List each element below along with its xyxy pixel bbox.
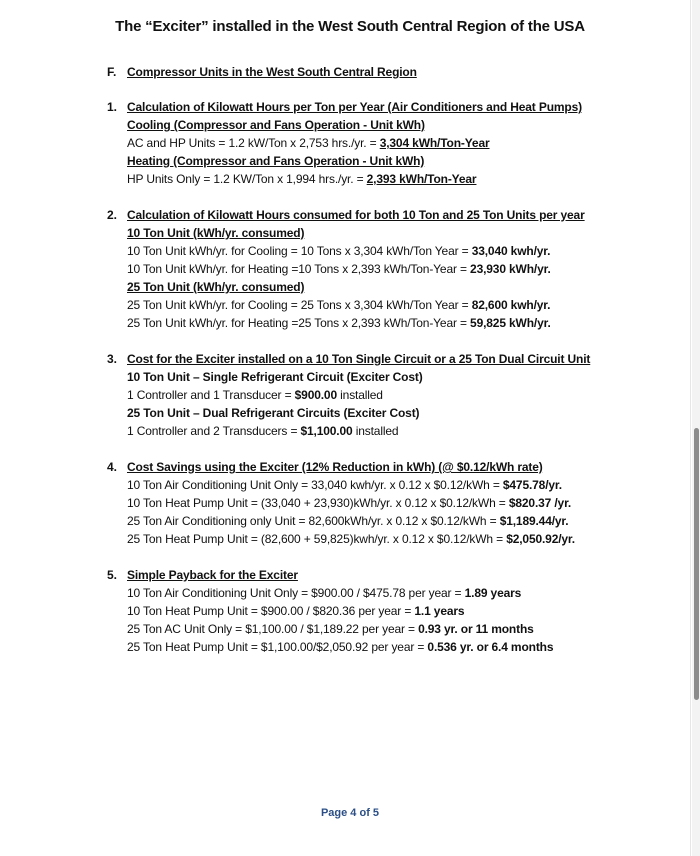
payback-calc-2: 10 Ton Heat Pump Unit = $900.00 / $820.36 per year = [127,604,415,618]
ten-ton-heating-value: 23,930 kWh/yr. [470,262,551,276]
cooling-calc-line [127,136,490,150]
heating-result: 2,393 kWh/Ton-Year [366,172,477,186]
payback-line-4 [127,640,553,654]
heating-calc: HP Units Only = 1.2 KW/Ton x 1,994 hrs./yr. = [127,172,367,186]
section-letter: F. [107,65,117,79]
cooling-calc: AC and HP Units = 1.2 kW/Ton x 2,753 hrs./yr. = [127,136,380,150]
savings-value-1: $475.78/yr. [502,478,562,492]
twentyfive-ton-heating-calc: 25 Ton Unit kWh/yr. for Heating =25 Tons x 2,393 kWh/Ton-Year = [127,316,471,330]
twentyfive-ton-heating-line [127,316,551,330]
ten-ton-cooling-value: 33,040 kwh/yr. [471,244,551,258]
savings-calc-3: 25 Ton Air Conditioning only Unit = 82,600kWh/yr. x 0.12 x $0.12/kWh = [127,514,500,528]
page-title: The “Exciter” installed in the West South Central Region of the USA [115,18,585,35]
heating-heading: Heating (Compressor and Fans Operation - Unit kWh) [127,154,425,168]
payback-line-3 [127,622,534,636]
item-2-number: 2. [107,208,118,222]
single-circuit-subheading: 10 Ton Unit – Single Refrigerant Circuit (Exciter Cost) [127,370,423,384]
item-3-number: 3. [107,352,118,366]
savings-line-4 [127,532,575,546]
payback-value-4: 0.536 yr. or 6.4 months [427,640,554,654]
payback-calc-4: 25 Ton Heat Pump Unit = $1,100.00/$2,050.92 per year = [127,640,428,654]
savings-calc-1: 10 Ton Air Conditioning Unit Only = 33,040 kwh/yr. x 0.12 x $0.12/kWh = [127,478,503,492]
scrollbar-thumb[interactable] [694,428,699,700]
payback-line-1 [127,586,521,600]
item-1-heading: Calculation of Kilowatt Hours per Ton per Year (Air Conditioners and Heat Pumps) [127,100,582,114]
payback-value-1: 1.89 years [464,586,522,600]
payback-value-2: 1.1 years [414,604,465,618]
savings-calc-4: 25 Ton Heat Pump Unit = (82,600 + 59,825)kwh/yr. x 0.12 x $0.12/kWh = [127,532,507,546]
single-circuit-cost-line [127,388,383,402]
dual-circuit-cost-tail: installed [352,424,399,438]
ten-ton-cooling-line [127,244,550,258]
ten-ton-heating-line [127,262,551,276]
twentyfive-ton-cooling-value: 82,600 kwh/yr. [471,298,551,312]
dual-circuit-cost-value: $1,100.00 [300,424,353,438]
twentyfive-ton-heating-value: 59,825 kWh/yr. [470,316,551,330]
single-circuit-cost-label: 1 Controller and 1 Transducer = [127,388,295,402]
savings-calc-2: 10 Ton Heat Pump Unit = (33,040 + 23,930)kWh/yr. x 0.12 x $0.12/kWh = [127,496,509,510]
savings-line-3 [127,514,568,528]
payback-value-3: 0.93 yr. or 11 months [418,622,534,636]
twentyfive-ton-cooling-calc: 25 Ton Unit kWh/yr. for Cooling = 25 Tons x 3,304 kWh/Ton Year = [127,298,472,312]
item-4-number: 4. [107,460,118,474]
savings-value-3: $1,189.44/yr. [499,514,569,528]
ten-ton-heating-calc: 10 Ton Unit kWh/yr. for Heating =10 Tons x 2,393 kWh/Ton-Year = [127,262,471,276]
item-3-heading: Cost for the Exciter installed on a 10 Ton Single Circuit or a 25 Ton Dual Circuit Unit [127,352,591,366]
savings-value-2: $820.37 /yr. [508,496,572,510]
page-number: Page 4 of 5 [320,807,380,819]
single-circuit-cost-tail: installed [336,388,383,402]
savings-line-1 [127,478,562,492]
cooling-heading: Cooling (Compressor and Fans Operation - Unit kWh) [127,118,425,132]
twentyfive-ton-subheading: 25 Ton Unit (kWh/yr. consumed) [127,280,305,294]
item-5-number: 5. [107,568,118,582]
savings-value-4: $2,050.92/yr. [506,532,575,546]
scrollbar-track[interactable] [692,0,700,856]
section-heading: Compressor Units in the West South Central Region [127,65,417,79]
twentyfive-ton-cooling-line [127,298,550,312]
item-2-heading: Calculation of Kilowatt Hours consumed for both 10 Ton and 25 Ton Units per year [127,208,585,222]
dual-circuit-cost-line [127,424,398,438]
item-4-heading: Cost Savings using the Exciter (12% Reduction in kWh) (@ $0.12/kWh rate) [127,460,543,474]
savings-line-2 [127,496,571,510]
heating-calc-line [127,172,476,186]
dual-circuit-cost-label: 1 Controller and 2 Transducers = [127,424,301,438]
payback-calc-1: 10 Ton Air Conditioning Unit Only = $900.00 / $475.78 per year = [127,586,465,600]
cooling-result: 3,304 kWh/Ton-Year [379,136,490,150]
payback-line-2 [127,604,464,618]
item-1-number: 1. [107,100,118,114]
dual-circuit-subheading: 25 Ton Unit – Dual Refrigerant Circuits (Exciter Cost) [127,406,420,420]
single-circuit-cost-value: $900.00 [294,388,337,402]
ten-ton-subheading: 10 Ton Unit (kWh/yr. consumed) [127,226,305,240]
item-5-heading: Simple Payback for the Exciter [127,568,298,582]
payback-calc-3: 25 Ton AC Unit Only = $1,100.00 / $1,189.22 per year = [127,622,419,636]
ten-ton-cooling-calc: 10 Ton Unit kWh/yr. for Cooling = 10 Tons x 3,304 kWh/Ton Year = [127,244,472,258]
